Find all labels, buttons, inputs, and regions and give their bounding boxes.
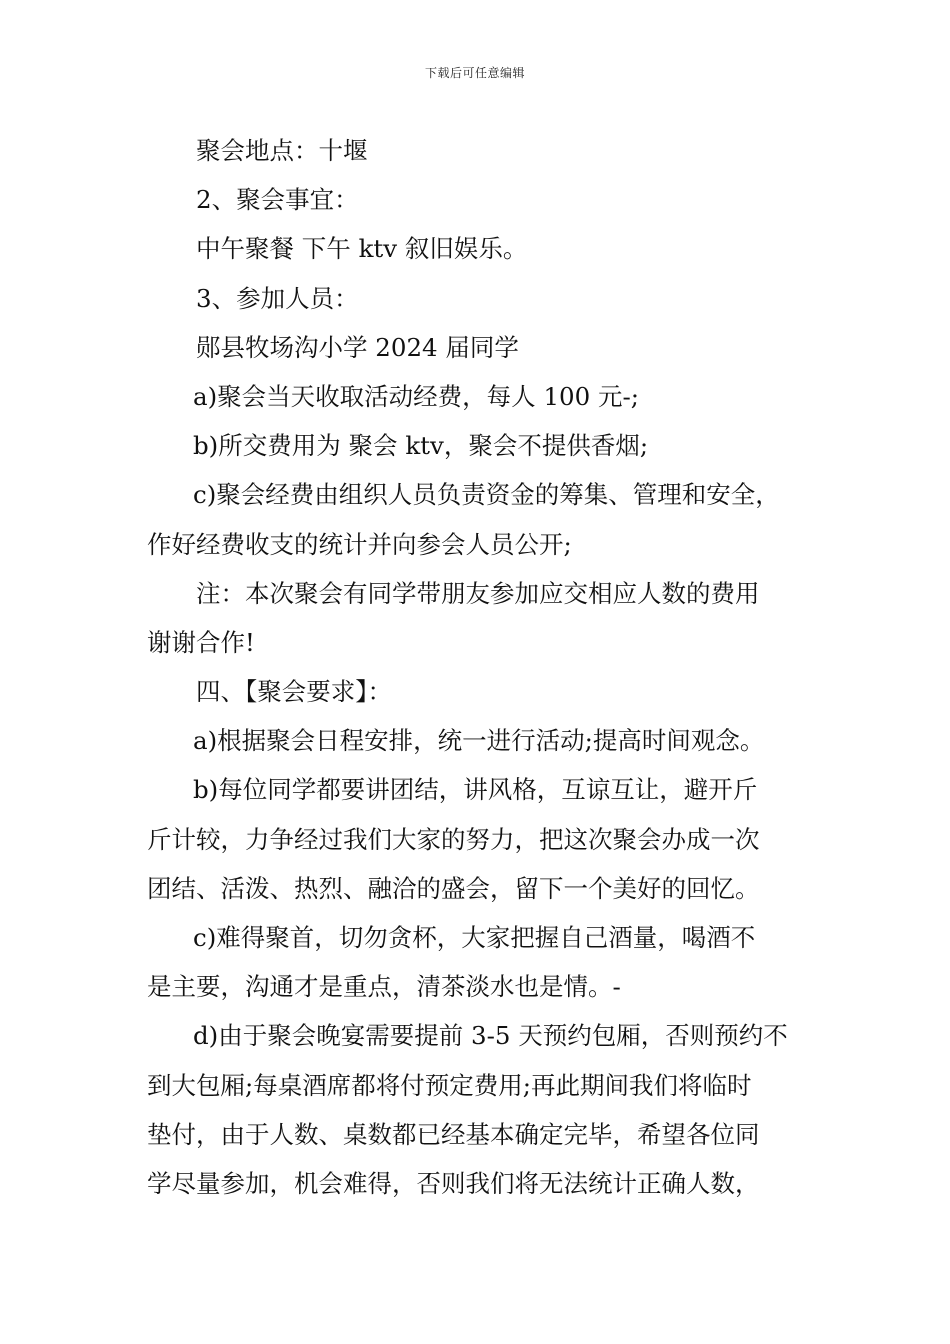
text-line: 注：本次聚会有同学带朋友参加应交相应人数的费用 <box>196 578 760 608</box>
text-line: 聚会地点：十堰 <box>196 136 368 165</box>
text-line: 团结、活泼、热烈、融洽的盛会，留下一个美好的回忆。 <box>147 873 760 903</box>
text-line: 斤计较，力争经过我们大家的努力，把这次聚会办成一次 <box>147 824 760 854</box>
text-line: 作好经费收支的统计并向参会人员公开; <box>147 529 572 559</box>
text-line: 中午聚餐 下午 ktv 叙旧娱乐。 <box>196 234 528 264</box>
text-line: d)由于聚会晚宴需要提前 3-5 天预约包厢，否则预约不 <box>193 1021 788 1051</box>
text-line: 3、参加人员： <box>196 283 359 313</box>
text-line: 四、【聚会要求】： <box>196 677 392 707</box>
text-line: 谢谢合作! <box>147 627 255 657</box>
text-line: 2、聚会事宜： <box>196 185 359 215</box>
text-line: c)难得聚首，切勿贪杯，大家把握自己酒量，喝酒不 <box>193 923 756 952</box>
document-body <box>147 126 817 1208</box>
text-line: 学尽量参加，机会难得，否则我们将无法统计正确人数， <box>147 1168 760 1198</box>
text-line: b)所交费用为 聚会 ktv，聚会不提供香烟; <box>193 431 649 461</box>
text-line: a)聚会当天收取活动经费，每人 100 元-; <box>193 381 640 411</box>
page-header-note: 下载后可任意编辑 <box>424 66 525 80</box>
text-line: 垫付，由于人数、桌数都已经基本确定完毕，希望各位同 <box>147 1119 760 1149</box>
text-line: 郧县牧场沟小学 2024 届同学 <box>196 332 519 362</box>
text-line: 是主要，沟通才是重点，清茶淡水也是情。- <box>147 972 621 1002</box>
text-line: c)聚会经费由组织人员负责资金的筹集、管理和安全， <box>193 480 780 510</box>
text-line: 到大包厢;每桌酒席都将付预定费用;再此期间我们将临时 <box>147 1070 752 1100</box>
text-line: a)根据聚会日程安排，统一进行活动;提高时间观念。 <box>193 726 765 756</box>
text-line: b)每位同学都要讲团结，讲风格，互谅互让，避开斤 <box>193 775 758 805</box>
